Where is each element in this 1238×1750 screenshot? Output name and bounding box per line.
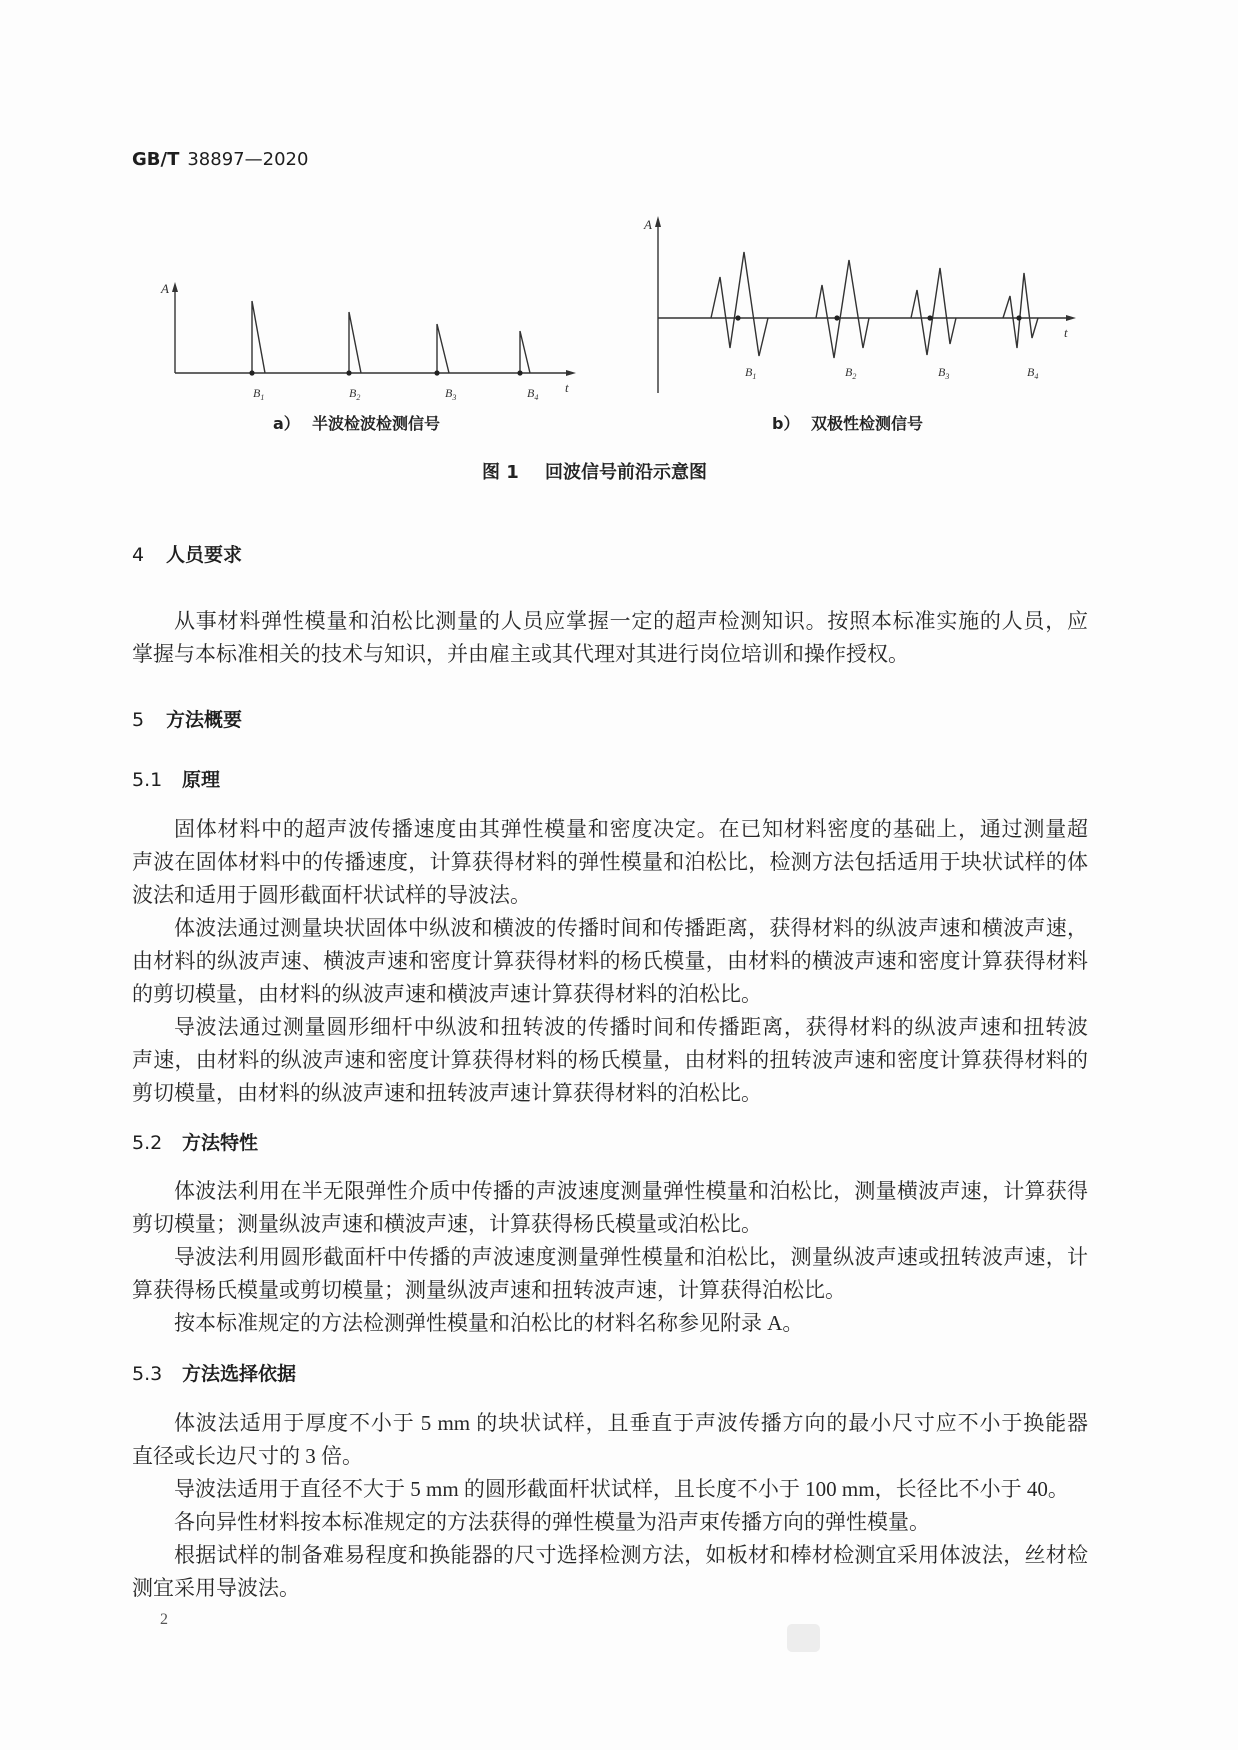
- marker-subscript: 4: [1034, 372, 1039, 381]
- marker-subscript: 3: [452, 393, 457, 402]
- paragraph-line: 各向异性材料按本标准规定的方法获得的弹性模量为沿声束传播方向的弹性模量。: [174, 1510, 930, 1534]
- section-heading-4: [132, 539, 732, 572]
- paragraph: [132, 1307, 1088, 1340]
- section-4-body: [132, 605, 1088, 671]
- subfigure-b-echo-4-point: [1016, 315, 1021, 320]
- marker-letter: B: [745, 365, 753, 379]
- paragraph-line: 体波法通过测量块状固体中纵波和横波的传播时间和传播距离，获得材料的纵波声速和横波声速，: [174, 916, 1088, 940]
- marker-letter: B: [845, 365, 853, 379]
- section-5-1-body: [132, 813, 1088, 1110]
- section-number: 5.1: [132, 769, 163, 791]
- subfigure-a-echo-1: [252, 301, 265, 373]
- subfigure-b-label: b）: [772, 414, 800, 433]
- figure-title: 回波信号前沿示意图: [545, 462, 707, 483]
- paragraph-line: 根据试样的制备难易程度和换能器的尺寸选择检测方法，如板材和棒材检测宜采用体波法，丝材检: [174, 1543, 1088, 1567]
- subfigure-a-x-axis-label: t: [565, 380, 569, 395]
- figure-1-drawing: [0, 200, 1238, 410]
- subfigure-b-marker-1: [745, 365, 756, 381]
- subfigure-a-y-axis-label: A: [161, 281, 169, 296]
- subfigure-a-echo-2-point: [346, 370, 351, 375]
- paragraph: [132, 912, 1088, 1011]
- section-heading-5-2: [132, 1127, 732, 1160]
- subfigure-b-plot: [655, 216, 1076, 393]
- paragraph: [132, 1473, 1088, 1506]
- section-number: 5.2: [132, 1132, 163, 1154]
- subfigure-b-marker-3: [938, 365, 949, 381]
- subfigure-a-marker-2: [349, 386, 360, 402]
- section-heading-5-3: [132, 1358, 732, 1391]
- subfigure-a-marker-1: [253, 386, 264, 402]
- subfigure-a-plot: [172, 282, 576, 376]
- section-5-3-body: [132, 1407, 1088, 1605]
- section-heading-5: [132, 704, 732, 737]
- figure-number: 图 1: [482, 462, 519, 483]
- marker-letter: B: [253, 386, 261, 400]
- paragraph-line: 导波法通过测量圆形细杆中纵波和扭转波的传播时间和传播距离，获得材料的纵波声速和扭转波: [174, 1015, 1088, 1039]
- subfigure-b-caption-text: 双极性检测信号: [811, 414, 924, 433]
- paragraph-line: 导波法适用于直径不大于 5 mm 的圆形截面杆状试样，且长度不小于 100 mm，长径比不小于 40。: [174, 1477, 1069, 1501]
- subfigure-b-echo-4: [1003, 273, 1038, 348]
- paragraph-line: 按本标准规定的方法检测弹性模量和泊松比的材料名称参见附录 A。: [174, 1311, 804, 1335]
- subfigure-a-echo-4-point: [517, 370, 522, 375]
- marker-letter: B: [938, 365, 946, 379]
- subfigure-b-echo-2: [816, 260, 869, 358]
- section-heading-5-1: [132, 764, 732, 797]
- paragraph-line: 的剪切模量，由材料的纵波声速和横波声速计算获得材料的泊松比。: [132, 982, 762, 1006]
- subfigure-b-echo-3: [911, 268, 956, 355]
- paragraph-line: 声速，由材料的纵波声速和密度计算获得材料的杨氏模量，由材料的扭转波声速和密度计算获得材料的: [132, 1048, 1088, 1072]
- marker-subscript: 1: [752, 372, 757, 381]
- paragraph-line: 从事材料弹性模量和泊松比测量的人员应掌握一定的超声检测知识。按照本标准实施的人员，应: [174, 609, 1088, 633]
- page-number: 2: [160, 1611, 168, 1628]
- paragraph-line: 剪切模量，由材料的纵波声速和扭转波声速计算获得材料的泊松比。: [132, 1081, 762, 1105]
- subfigure-a-echo-1-point: [249, 370, 254, 375]
- paragraph-line: 体波法利用在半无限弹性介质中传播的声波速度测量弹性模量和泊松比，测量横波声速，计算获得: [174, 1179, 1088, 1203]
- marker-subscript: 4: [534, 393, 539, 402]
- section-title: 方法选择依据: [182, 1363, 297, 1385]
- paragraph-line: 剪切模量；测量纵波声速和横波声速，计算获得杨氏模量或泊松比。: [132, 1212, 762, 1236]
- subfigure-a-caption-text: 半波检波检测信号: [312, 414, 441, 433]
- subfigure-b-echo-1-point: [735, 315, 740, 320]
- marker-letter: B: [527, 386, 535, 400]
- subfigure-a-echo-3-point: [434, 370, 439, 375]
- subfigure-b-marker-4: [1027, 365, 1038, 381]
- subfigure-b-echo-3-point: [927, 315, 932, 320]
- marker-subscript: 2: [356, 393, 361, 402]
- subfigure-a-marker-4: [527, 386, 538, 402]
- paragraph-line: 直径或长边尺寸的 3 倍。: [132, 1444, 363, 1468]
- marker-subscript: 3: [945, 372, 950, 381]
- paragraph-line: 导波法利用圆形截面杆中传播的声波速度测量弹性模量和泊松比，测量纵波声速或扭转波声速，计: [174, 1245, 1088, 1269]
- subfigure-b-x-axis-label: t: [1064, 325, 1068, 340]
- paragraph-line: 由材料的纵波声速、横波声速和密度计算获得材料的杨氏模量，由材料的横波声速和密度计算获得材料: [132, 949, 1088, 973]
- paragraph: [132, 813, 1088, 912]
- subfigure-b-caption: [772, 413, 799, 435]
- subfigure-a-x-arrow: [566, 370, 576, 376]
- watermark-mark: [787, 1624, 820, 1652]
- paragraph-line: 固体材料中的超声波传播速度由其弹性模量和密度决定。在已知材料密度的基础上，通过测量超: [174, 817, 1088, 841]
- subfigure-b-x-arrow: [1066, 315, 1076, 321]
- section-title: 人员要求: [166, 544, 243, 566]
- marker-letter: B: [445, 386, 453, 400]
- marker-letter: B: [1027, 365, 1035, 379]
- section-number: 5.3: [132, 1363, 163, 1385]
- paragraph: [132, 1539, 1088, 1605]
- paragraph-line: 掌握与本标准相关的技术与知识，并由雇主或其代理对其进行岗位培训和操作授权。: [132, 642, 909, 666]
- section-number: 5: [132, 709, 145, 731]
- subfigure-a-echo-2: [349, 312, 361, 373]
- subfigure-b-echo-1: [711, 252, 768, 356]
- subfigure-a-y-arrow: [172, 282, 178, 292]
- subfigure-a-label: a）: [273, 414, 300, 433]
- subfigure-a-caption: [273, 413, 300, 435]
- section-title: 原理: [182, 769, 221, 791]
- paragraph: [132, 1407, 1088, 1473]
- marker-subscript: 2: [852, 372, 857, 381]
- paragraph: [132, 1241, 1088, 1307]
- marker-subscript: 1: [260, 393, 265, 402]
- subfigure-b-y-arrow: [655, 216, 661, 227]
- document-code-number: 38897—2020: [187, 149, 309, 170]
- subfigure-b-marker-2: [845, 365, 856, 381]
- paragraph-line: 体波法适用于厚度不小于 5 mm 的块状试样，且垂直于声波传播方向的最小尺寸应不小于换能器: [174, 1411, 1088, 1435]
- paragraph: [132, 605, 1088, 671]
- subfigure-a-marker-3: [445, 386, 456, 402]
- marker-letter: B: [349, 386, 357, 400]
- subfigure-a-echo-4: [520, 331, 530, 373]
- paragraph: [132, 1506, 1088, 1539]
- section-5-2-body: [132, 1175, 1088, 1340]
- paragraph-line: 声波在固体材料中的传播速度，计算获得材料的弹性模量和泊松比，检测方法包括适用于块状试样的体: [132, 850, 1088, 874]
- document-code: [132, 148, 308, 172]
- subfigure-b-echo-2-point: [834, 315, 839, 320]
- subfigure-b-y-axis-label: A: [644, 217, 652, 232]
- paragraph-line: 算获得杨氏模量或剪切模量；测量纵波声速和扭转波声速，计算获得泊松比。: [132, 1278, 846, 1302]
- document-code-prefix: GB/T: [132, 149, 180, 170]
- subfigure-a-echo-3: [437, 324, 449, 373]
- paragraph-line: 波法和适用于圆形截面杆状试样的导波法。: [132, 883, 531, 907]
- section-number: 4: [132, 544, 145, 566]
- paragraph-line: 测宜采用导波法。: [132, 1576, 300, 1600]
- paragraph: [132, 1175, 1088, 1241]
- section-title: 方法概要: [166, 709, 243, 731]
- paragraph: [132, 1011, 1088, 1110]
- section-title: 方法特性: [182, 1132, 259, 1154]
